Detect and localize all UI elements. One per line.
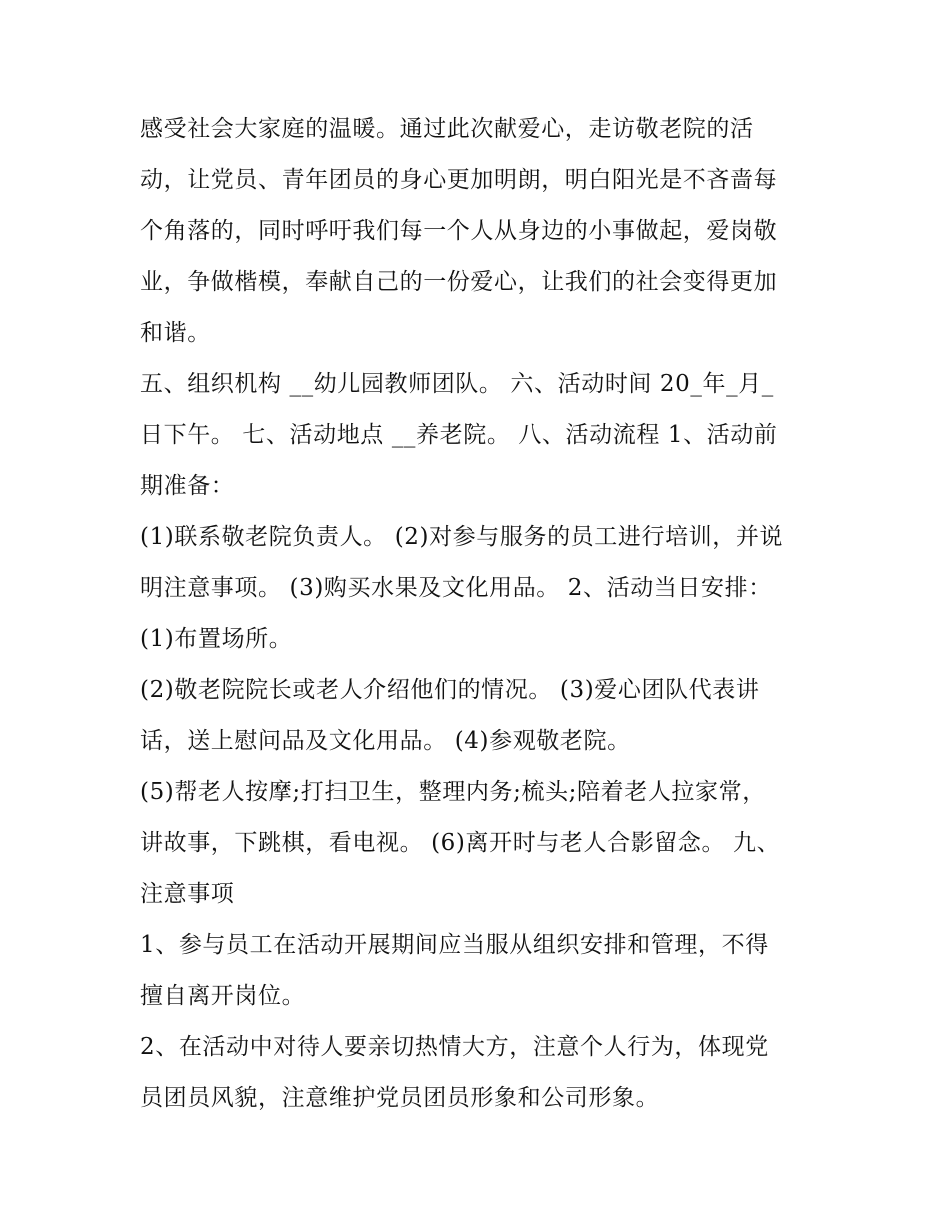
paragraph-introduction-speech [140, 665, 820, 767]
text-line: 感受社会大家庭的温暖。通过此次献爱心，走访敬老院的活 [140, 116, 754, 142]
text-line: 日下午。 七、活动地点 __养老院。 八、活动流程 1、活动前 [140, 422, 778, 448]
text-line: 业，争做楷模，奉献自己的一份爱心，让我们的社会变得更加 [140, 269, 778, 295]
text-line: 话，送上慰问品及文化用品。 (4)参观敬老院。 [140, 728, 631, 754]
text-line: 讲故事，下跳棋，看电视。 (6)离开时与老人合影留念。 九、 [140, 830, 781, 856]
text-line: (1)布置场所。 [140, 626, 293, 652]
text-line: 2、在活动中对待人要亲切热情大方，注意个人行为，体现党 [140, 1034, 769, 1060]
text-line: 五、组织机构 __幼儿园教师团队。 六、活动时间 20_年_月_ [140, 371, 774, 397]
paragraph-organization-time-place [140, 359, 820, 512]
paragraph-notice-1 [140, 920, 820, 1022]
paragraph-services [140, 767, 820, 920]
paragraph-closing-intro [140, 104, 820, 359]
text-line: 动，让党员、青年团员的身心更加明朗，明白阳光是不吝啬每 [140, 167, 778, 193]
text-line: 擅自离开岗位。 [140, 983, 306, 1009]
text-line: 注意事项 [140, 881, 235, 907]
text-line: (2)敬老院院长或老人介绍他们的情况。 (3)爱心团队代表讲 [140, 677, 760, 703]
document-body [140, 104, 820, 1124]
text-line: 个角落的，同时呼吁我们每一个人从身边的小事做起，爱岗敬 [140, 218, 778, 244]
paragraph-preparation [140, 512, 820, 614]
text-line: 员团员风貌，注意维护党员团员形象和公司形象。 [140, 1085, 660, 1111]
text-line: 和谐。 [140, 320, 211, 346]
paragraph-notice-2 [140, 1022, 820, 1124]
paragraph-arrange-venue [140, 614, 820, 665]
text-line: 1、参与员工在活动开展期间应当服从组织安排和管理，不得 [140, 932, 769, 958]
text-line: (5)帮老人按摩;打扫卫生，整理内务;梳头;陪着老人拉家常， [140, 779, 766, 805]
text-line: 明注意事项。 (3)购买水果及文化用品。 2、活动当日安排： [140, 575, 772, 601]
text-line: 期准备： [140, 473, 235, 499]
text-line: (1)联系敬老院负责人。 (2)对参与服务的员工进行培训，并说 [140, 524, 784, 550]
